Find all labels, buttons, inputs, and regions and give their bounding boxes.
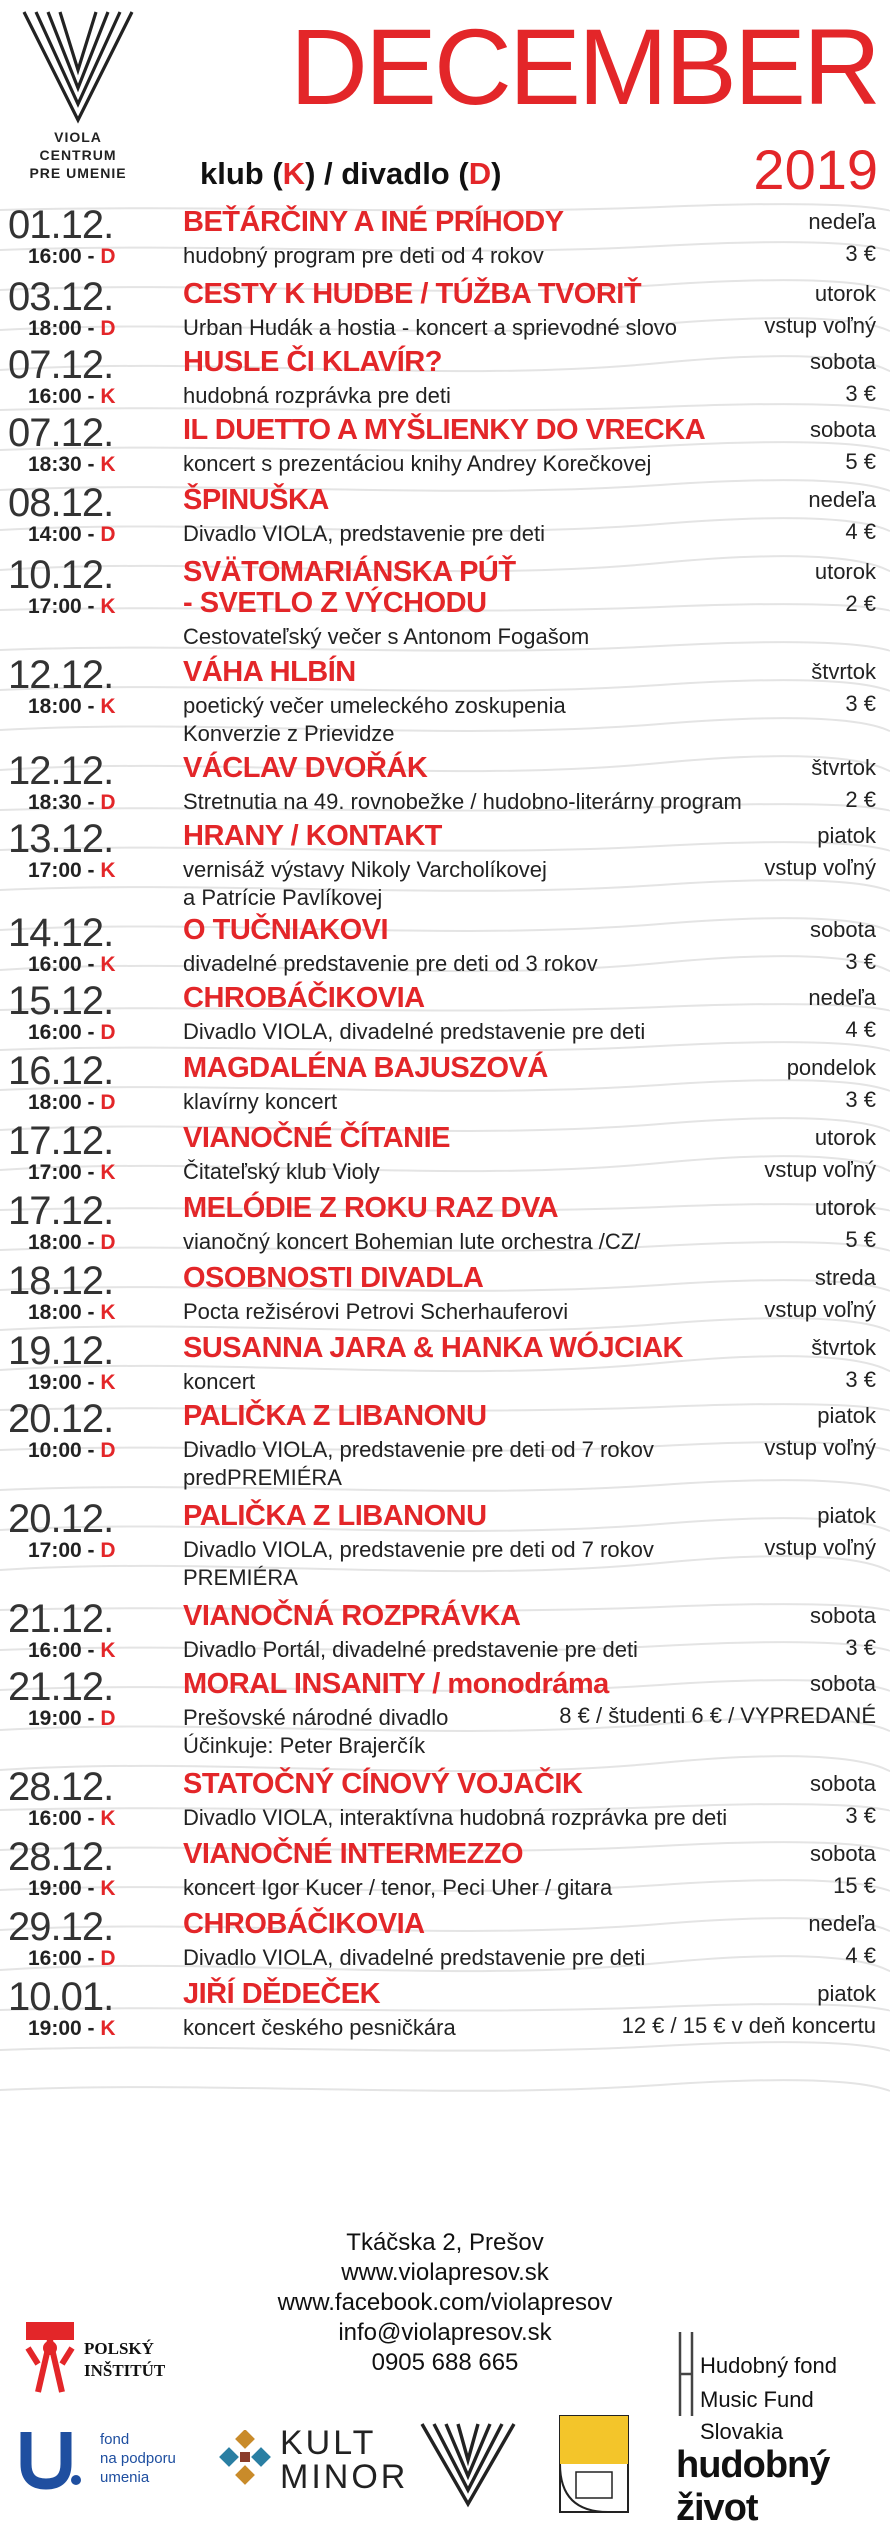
logo-subtitle-2: PRE UMENIE (29, 165, 127, 181)
event-time-text: 16:00 - (28, 385, 101, 408)
event-date: 17.12. (8, 1189, 114, 1233)
music-fund-logo-icon (676, 2330, 696, 2418)
background-wave-line (0, 2042, 890, 2051)
event-description: koncert s prezentáciou knihy Andrey Korečkovej (183, 451, 652, 476)
event-description: PREMIÉRA (183, 1565, 298, 1590)
event-time-text: 18:00 - (28, 1231, 101, 1254)
background-wave-line (0, 480, 890, 491)
venue-legend (200, 156, 501, 192)
event-time-text: 18:00 - (28, 317, 101, 340)
event-venue-code: D (100, 1539, 116, 1562)
background-wave-line (0, 918, 890, 931)
event-title: CESTY K HUDBE / TÚŽBA TVORIŤ (183, 278, 642, 310)
kult-label: KULT (280, 2424, 377, 2462)
event-description: Divadlo VIOLA, divadelné predstavenie pre deti (183, 1945, 646, 1970)
event-title: MELÓDIE Z ROKU RAZ DVA (183, 1192, 559, 1224)
event-venue-code: D (100, 317, 116, 340)
event-price: 12 € / 15 € v deň koncertu (621, 2013, 876, 2038)
logo-subtitle-1: CENTRUM (39, 147, 117, 163)
event-venue-code: D (100, 245, 116, 268)
event-title: VIANOČNÉ INTERMEZZO (183, 1838, 524, 1870)
fpu-label (100, 2430, 176, 2487)
event-price: 2 € (845, 787, 876, 812)
event-price: vstup voľný (764, 855, 876, 880)
event-time-text: 18:30 - (28, 453, 101, 476)
event-description: koncert (183, 1369, 256, 1394)
event-description: koncert českého pesničkára (183, 2015, 456, 2040)
contact-phone: 0905 688 665 (371, 2349, 519, 2376)
background-wave-line (0, 1480, 890, 1491)
event-title: JIŘÍ DĚDEČEK (183, 1978, 381, 2010)
event-time-text: 16:00 - (28, 245, 101, 268)
event-price: vstup voľný (764, 1535, 876, 1560)
event-title: HUSLE ČI KLAVÍR? (183, 346, 442, 378)
event-time-text: 16:00 - (28, 1807, 101, 1830)
event-time-text: 14:00 - (28, 523, 101, 546)
event-weekday: piatok (817, 1981, 876, 2006)
event-title: VIANOČNÁ ROZPRÁVKA (183, 1600, 521, 1632)
event-time (28, 952, 116, 978)
event-price: vstup voľný (764, 1297, 876, 1322)
month-title: DECEMBER (289, 6, 878, 127)
event-weekday: nedeľa (808, 1911, 876, 1936)
event-price: 3 € (845, 381, 876, 406)
event-weekday: utorok (814, 559, 876, 584)
fpu-line-1: fond (100, 2431, 130, 2448)
event-description: Prešovské národné divadlo (183, 1705, 449, 1730)
event-time (28, 858, 116, 884)
event-price: vstup voľný (764, 1435, 876, 1460)
event-time (28, 452, 116, 478)
event-weekday: utorok (814, 281, 876, 306)
event-venue-code: D (100, 791, 116, 814)
event-title: IL DUETTO A MYŠLIENKY DO VRECKA (183, 414, 706, 446)
background-wave-line (0, 756, 890, 771)
event-time (28, 244, 116, 270)
viola-logo-icon (18, 8, 138, 128)
background-wave-line (0, 2004, 890, 2010)
polish-institute-icon (20, 2318, 80, 2394)
event-time (28, 1876, 116, 1902)
event-time (28, 1638, 116, 1664)
event-price: 8 € / študenti 6 € / VYPREDANÉ (559, 1703, 876, 1728)
event-weekday: štvrtok (811, 1335, 876, 1360)
event-title: SUSANNA JARA & HANKA WÓJCIAK (183, 1332, 683, 1364)
event-time-text: 16:00 - (28, 1947, 101, 1970)
event-title: ŠPINUŠKA (183, 484, 329, 516)
event-time-text: 16:00 - (28, 953, 101, 976)
event-price: 5 € (845, 1227, 876, 1252)
event-title: SVÄTOMARIÁNSKA PÚŤ (183, 556, 516, 588)
event-price: 4 € (845, 1943, 876, 1968)
event-time (28, 1090, 116, 1116)
event-date: 12.12. (8, 653, 114, 697)
event-venue-code: K (100, 859, 116, 882)
event-time-text: 19:00 - (28, 1877, 101, 1900)
event-venue-code: D (100, 523, 116, 546)
event-date: 29.12. (8, 1905, 114, 1949)
legend-club-text: klub ( (200, 156, 283, 191)
event-description: Čitateľský klub Violy (183, 1159, 380, 1184)
polish-institute-line-1: POLSKÝ (84, 2339, 154, 2358)
legend-mid-text: ) / divadlo ( (305, 156, 469, 191)
event-description: Konverzie z Prievidze (183, 721, 395, 746)
event-title: O TUČNIAKOVI (183, 914, 389, 946)
event-time-text: 10:00 - (28, 1439, 101, 1462)
event-title: STATOČNÝ CÍNOVÝ VOJAČIK (183, 1768, 583, 1800)
event-venue-code: K (100, 385, 116, 408)
golden-ratio-logo-icon (556, 2412, 632, 2516)
background-wave-line (0, 1004, 890, 1010)
event-title: HRANY / KONTAKT (183, 820, 442, 852)
event-description: poetický večer umeleckého zoskupenia (183, 693, 566, 718)
event-time-text: 18:00 - (28, 695, 101, 718)
year-title: 2019 (753, 138, 878, 201)
event-price: 3 € (845, 1367, 876, 1392)
event-venue-code: K (100, 1301, 116, 1324)
event-weekday: štvrtok (811, 659, 876, 684)
event-time-text: 16:00 - (28, 1639, 101, 1662)
event-venue-code: K (100, 1161, 116, 1184)
event-weekday: sobota (809, 1771, 876, 1796)
polish-institute-label (84, 2338, 165, 2382)
event-description: Divadlo VIOLA, predstavenie pre deti od 7 rokov (183, 1537, 654, 1562)
event-time (28, 522, 116, 548)
fpu-logo-icon (18, 2426, 82, 2490)
event-date: 21.12. (8, 1597, 114, 1641)
event-time-text: 17:00 - (28, 1539, 101, 1562)
hudobny-zivot-logo: hudobný život (676, 2444, 830, 2529)
event-title: PALIČKA Z LIBANONU (183, 1500, 487, 1532)
background-wave-line (0, 356, 890, 371)
event-price: 3 € (845, 1803, 876, 1828)
event-price: 2 € (845, 591, 876, 616)
event-description: Divadlo VIOLA, predstavenie pre deti od 7 rokov (183, 1437, 654, 1462)
event-time (28, 790, 116, 816)
event-venue-code: K (100, 2017, 116, 2040)
event-time (28, 694, 116, 720)
event-venue-code: K (100, 953, 116, 976)
event-weekday: nedeľa (808, 487, 876, 512)
event-time (28, 1706, 116, 1732)
event-date: 08.12. (8, 481, 114, 525)
polish-institute-line-2: INŠTITÚT (84, 2361, 166, 2380)
event-date: 07.12. (8, 411, 114, 455)
event-time-text: 19:00 - (28, 1371, 101, 1394)
fpu-line-3: umenia (100, 2469, 150, 2486)
event-venue-code: D (100, 1021, 116, 1044)
event-title: PALIČKA Z LIBANONU (183, 1400, 487, 1432)
music-fund-line-1: Hudobný fond (700, 2353, 837, 2378)
event-description: Divadlo Portál, divadelné predstavenie pre deti (183, 1637, 638, 1662)
event-time (28, 1370, 116, 1396)
event-date: 07.12. (8, 343, 114, 387)
event-date: 16.12. (8, 1049, 114, 1093)
event-price: 3 € (845, 241, 876, 266)
event-weekday: nedeľa (808, 209, 876, 234)
event-time (28, 1230, 116, 1256)
event-weekday: nedeľa (808, 985, 876, 1010)
event-time (28, 384, 116, 410)
logo-name: VIOLA (54, 129, 102, 145)
event-time-text: 18:00 - (28, 1301, 101, 1324)
event-date: 15.12. (8, 979, 114, 1023)
event-date: 19.12. (8, 1329, 114, 1373)
event-date: 01.12. (8, 203, 114, 247)
event-weekday: piatok (817, 1503, 876, 1528)
event-title: VIANOČNÉ ČÍTANIE (183, 1122, 450, 1154)
event-venue-code: K (100, 453, 116, 476)
event-weekday: streda (814, 1265, 876, 1290)
event-weekday: sobota (809, 917, 876, 942)
event-weekday: sobota (809, 349, 876, 374)
event-time (28, 1946, 116, 1972)
event-price: 3 € (845, 1635, 876, 1660)
event-description: divadelné predstavenie pre deti od 3 rokov (183, 951, 598, 976)
event-time-text: 17:00 - (28, 595, 101, 618)
event-weekday: pondelok (786, 1055, 876, 1080)
background-wave-line (0, 718, 890, 731)
event-weekday: sobota (809, 1603, 876, 1628)
event-time-text: 18:00 - (28, 1091, 101, 1114)
event-date: 28.12. (8, 1835, 114, 1879)
legend-club-code: K (282, 156, 306, 191)
legend-theatre-code: D (468, 156, 492, 191)
event-venue-code: K (100, 595, 116, 618)
event-weekday: piatok (817, 1403, 876, 1428)
event-time (28, 594, 116, 620)
event-description: hudobná rozprávka pre deti (183, 383, 451, 408)
event-time-text: 17:00 - (28, 859, 101, 882)
event-date: 10.12. (8, 553, 114, 597)
event-time (28, 1438, 116, 1464)
event-price: 3 € (845, 691, 876, 716)
event-title: MORAL INSANITY / monodráma (183, 1668, 609, 1700)
event-title: CHROBÁČIKOVIA (183, 982, 425, 1014)
event-title: VÁHA HLBÍN (183, 656, 356, 688)
event-description: Cestovateľský večer s Antonom Fogašom (183, 624, 590, 649)
event-time-text: 16:00 - (28, 1021, 101, 1044)
event-description: klavírny koncert (183, 1089, 338, 1114)
event-description: Divadlo VIOLA, interaktívna hudobná rozprávka pre deti (183, 1805, 728, 1830)
event-venue-code: K (100, 695, 116, 718)
event-title: - SVETLO Z VÝCHODU (183, 587, 487, 619)
event-price: 15 € (833, 1873, 876, 1898)
event-price: vstup voľný (764, 313, 876, 338)
event-date: 20.12. (8, 1397, 114, 1441)
event-venue-code: K (100, 1877, 116, 1900)
event-price: 3 € (845, 949, 876, 974)
event-venue-code: K (100, 1807, 116, 1830)
fpu-line-2: na podporu (100, 2450, 176, 2467)
event-description: vianočný koncert Bohemian lute orchestra /CZ/ (183, 1229, 641, 1254)
event-venue-code: D (100, 1707, 116, 1730)
viola-footer-logo-icon (418, 2420, 518, 2508)
event-title: VÁCLAV DVOŘÁK (183, 752, 428, 784)
event-description: Stretnutia na 49. rovnobežke / hudobno-literárny program (183, 789, 742, 814)
event-description: hudobný program pre deti od 4 rokov (183, 243, 544, 268)
event-weekday: utorok (814, 1195, 876, 1220)
event-date: 20.12. (8, 1497, 114, 1541)
event-description: Divadlo VIOLA, predstavenie pre deti (183, 521, 545, 546)
event-date: 10.01. (8, 1975, 114, 2019)
event-time (28, 2016, 116, 2042)
event-date: 17.12. (8, 1119, 114, 1163)
event-date: 14.12. (8, 911, 114, 955)
kult-minor-pattern-icon (218, 2430, 274, 2486)
event-date: 18.12. (8, 1259, 114, 1303)
event-description: a Patrície Pavlíkovej (183, 885, 383, 910)
event-date: 28.12. (8, 1765, 114, 1809)
event-venue-code: K (100, 1639, 116, 1662)
event-title: BEŤÁRČINY A INÉ PRÍHODY (183, 206, 564, 238)
event-date: 03.12. (8, 275, 114, 319)
event-time (28, 1300, 116, 1326)
event-description: Divadlo VIOLA, divadelné predstavenie pre deti (183, 1019, 646, 1044)
event-title: OSOBNOSTI DIVADLA (183, 1262, 484, 1294)
event-price: 3 € (845, 1087, 876, 1112)
event-description: Účinkuje: Peter Brajerčík (183, 1733, 426, 1758)
event-description: koncert Igor Kucer / tenor, Peci Uher / gitara (183, 1875, 613, 1900)
background-wave-line (0, 680, 890, 691)
background-wave-line (0, 842, 890, 851)
background-wave-line (0, 1918, 890, 1931)
event-time (28, 316, 116, 342)
event-description: predPREMIÉRA (183, 1465, 342, 1490)
event-weekday: sobota (809, 417, 876, 442)
event-date: 13.12. (8, 817, 114, 861)
event-price: 4 € (845, 519, 876, 544)
event-weekday: sobota (809, 1671, 876, 1696)
event-description: Pocta režisérovi Petrovi Scherhauferovi (183, 1299, 569, 1324)
event-weekday: štvrtok (811, 755, 876, 780)
event-time (28, 1538, 116, 1564)
background-wave-line (0, 2080, 890, 2091)
event-weekday: sobota (809, 1841, 876, 1866)
music-fund-line-2: Music Fund Slovakia (700, 2387, 814, 2444)
event-weekday: piatok (817, 823, 876, 848)
event-title: MAGDALÉNA BAJUSZOVÁ (183, 1052, 548, 1084)
event-price: 5 € (845, 449, 876, 474)
event-venue-code: D (100, 1439, 116, 1462)
event-venue-code: D (100, 1947, 116, 1970)
event-date: 21.12. (8, 1665, 114, 1709)
event-time (28, 1020, 116, 1046)
minor-label: MINOR (280, 2458, 409, 2496)
legend-end-text: ) (491, 156, 502, 191)
event-venue-code: D (100, 1091, 116, 1114)
contact-address: Tkáčska 2, Prešov (346, 2229, 544, 2256)
contact-web[interactable]: www.violapresov.sk (341, 2259, 549, 2286)
event-weekday: utorok (814, 1125, 876, 1150)
event-time-text: 18:30 - (28, 791, 101, 814)
event-time (28, 1806, 116, 1832)
event-time (28, 1160, 116, 1186)
event-price: 4 € (845, 1017, 876, 1042)
event-price: vstup voľný (764, 1157, 876, 1182)
event-venue-code: K (100, 1371, 116, 1394)
event-time-text: 17:00 - (28, 1161, 101, 1184)
event-description: Urban Hudák a hostia - koncert a sprievodné slovo (183, 315, 678, 340)
event-time-text: 19:00 - (28, 1707, 101, 1730)
event-title: CHROBÁČIKOVIA (183, 1908, 425, 1940)
contact-email[interactable]: info@violapresov.sk (338, 2319, 552, 2346)
event-date: 12.12. (8, 749, 114, 793)
contact-facebook[interactable]: www.facebook.com/violapresov (277, 2289, 613, 2316)
event-venue-code: D (100, 1231, 116, 1254)
background-wave-line (0, 1156, 890, 1171)
event-description: vernisáž výstavy Nikoly Varcholíkovej (183, 857, 547, 882)
event-time-text: 19:00 - (28, 2017, 101, 2040)
